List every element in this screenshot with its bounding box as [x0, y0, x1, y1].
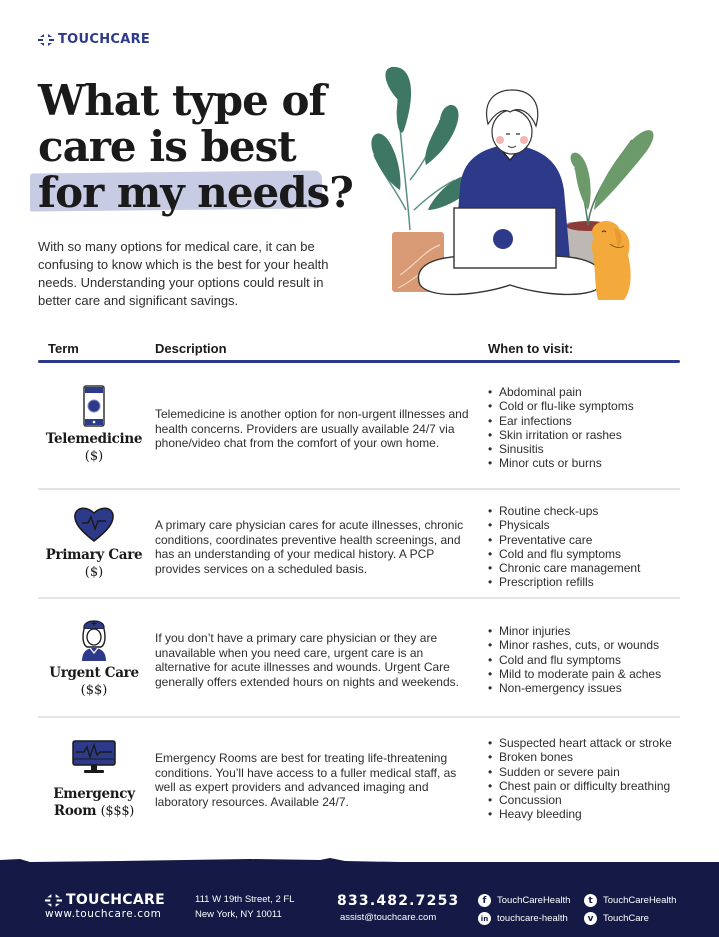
list-item: • Broken bones [488, 750, 688, 764]
row-divider [38, 716, 680, 718]
list-item: • Chronic care management [488, 561, 688, 575]
social-facebook[interactable] [478, 894, 570, 907]
list-item: • Suspected heart attack or stroke [488, 736, 688, 750]
list-item: • Minor cuts or burns [488, 456, 688, 470]
nurse-icon [79, 617, 109, 661]
column-header-term: Term [48, 341, 79, 356]
when-to-visit-list [488, 504, 688, 590]
column-header-description: Description [155, 341, 227, 356]
row-divider [38, 597, 680, 599]
email-link[interactable]: assist@touchcare.com [340, 912, 437, 923]
term-name: Primary Care [45, 547, 143, 563]
term-cell [38, 385, 150, 465]
list-item: • Preventative care [488, 533, 688, 547]
list-item: • Physicals [488, 518, 688, 532]
title-line-1: What type of [38, 76, 326, 125]
address-line-1: 111 W 19th Street, 2 FL [195, 894, 295, 905]
term-name: Emergency [53, 786, 135, 802]
list-item: • Ear infections [488, 414, 688, 428]
vimeo-icon: v [584, 912, 597, 925]
facebook-icon: f [478, 894, 491, 907]
title-line-2: care is best [38, 122, 296, 171]
dog-icon [592, 221, 631, 300]
footer-address [195, 893, 294, 922]
twitter-icon: t [584, 894, 597, 907]
touchcare-logo [38, 32, 150, 47]
list-item: • Minor rashes, cuts, or wounds [488, 638, 688, 652]
term-cost: ($$$) [100, 804, 135, 819]
list-item: • Heavy bleeding [488, 807, 688, 821]
social-handle: TouchCareHealth [497, 895, 571, 906]
list-item: • Abdominal pain [488, 385, 688, 399]
footer-wordmark: TOUCHCARE [66, 892, 165, 908]
list-item: • Concussion [488, 793, 688, 807]
list-item: • Sinusitis [488, 442, 688, 456]
row-divider [38, 488, 680, 490]
intro-paragraph: With so many options for medical care, it can be confusing to know which is the best for your health needs. Understanding your options could result in better care and significant savings. [38, 239, 329, 308]
list-item: • Cold and flu symptoms [488, 653, 688, 667]
term-name: Urgent Care [49, 665, 139, 681]
social-linkedin[interactable] [478, 912, 568, 925]
list-item: • Mild to moderate pain & aches [488, 667, 688, 681]
social-handle: touchcare-health [497, 913, 568, 924]
term-cost: ($$) [80, 683, 108, 698]
heart-pulse-icon [73, 505, 115, 543]
table-row-telemedicine [38, 380, 680, 490]
list-item: • Prescription refills [488, 575, 688, 589]
social-vimeo[interactable] [584, 912, 649, 925]
social-handle: TouchCare [603, 913, 649, 924]
logo-wordmark: TOUCHCARE [58, 32, 151, 47]
laptop-logo [493, 229, 513, 249]
address-line-2: New York, NY 10011 [195, 908, 282, 920]
description-cell: Telemedicine is another option for non-urgent illnesses and health concerns. Providers are usually available 24/7 via phone/video chat from the comfort of your own home. [155, 407, 469, 450]
table-header-row [38, 341, 680, 361]
when-to-visit-list [488, 736, 688, 822]
term-cell [38, 740, 150, 820]
website-link[interactable]: www.touchcare.com [45, 908, 162, 920]
smartphone-icon [83, 385, 105, 427]
term-name-line-2 [38, 803, 150, 820]
list-item: • Cold and flu symptoms [488, 547, 688, 561]
list-item: • Non-emergency issues [488, 681, 688, 695]
column-header-when-to-visit: When to visit: [488, 341, 574, 356]
person-with-laptop-illustration [370, 60, 660, 305]
page-title [38, 78, 358, 216]
table-row-primary-care [38, 500, 680, 600]
term-cell [38, 617, 150, 699]
term-cost: ($) [84, 565, 104, 580]
table-row-emergency-room [38, 735, 680, 835]
social-handle: TouchCareHealth [603, 895, 677, 906]
when-to-visit-list [488, 385, 688, 471]
footer-logo [45, 892, 165, 908]
linkedin-icon: in [478, 912, 491, 925]
description-cell: A primary care physician cares for acute illnesses, chronic conditions, coordinates preventive health screenings, and has an understanding of your medical history. A PCP provides services on a scheduled basis. [155, 518, 464, 576]
phone-number[interactable]: 833.482.7253 [337, 893, 460, 909]
term-cost: ($) [84, 449, 104, 464]
term-name: Telemedicine [45, 431, 143, 447]
touchcare-logo-icon [38, 33, 54, 47]
term-name-room: Room [53, 803, 97, 819]
description-cell: If you don’t have a primary care physician or they are unavailable when you need care, urgent care is an alternative for acute illnesses and wounds. Urgent Care generally offers extended hours on nights and weekends. [155, 631, 459, 689]
term-cell [38, 505, 150, 581]
social-twitter[interactable] [584, 894, 676, 907]
list-item: • Skin irritation or rashes [488, 428, 688, 442]
title-line-3: for my needs? [38, 168, 353, 217]
description-cell: Emergency Rooms are best for treating life-threatening conditions. You’ll have access to a fuller medical staff, as well as expert providers and advanced imaging and laboratory resources. Available 24/7. [155, 751, 457, 809]
list-item: • Routine check-ups [488, 504, 688, 518]
when-to-visit-list [488, 624, 688, 695]
list-item: • Cold or flu-like symptoms [488, 399, 688, 413]
table-row-urgent-care [38, 615, 680, 715]
list-item: • Minor injuries [488, 624, 688, 638]
header-divider [38, 360, 680, 363]
list-item: • Chest pain or difficulty breathing [488, 779, 688, 793]
list-item: • Sudden or severe pain [488, 765, 688, 779]
touchcare-logo-icon [45, 893, 62, 908]
heart-monitor-icon [72, 740, 116, 774]
